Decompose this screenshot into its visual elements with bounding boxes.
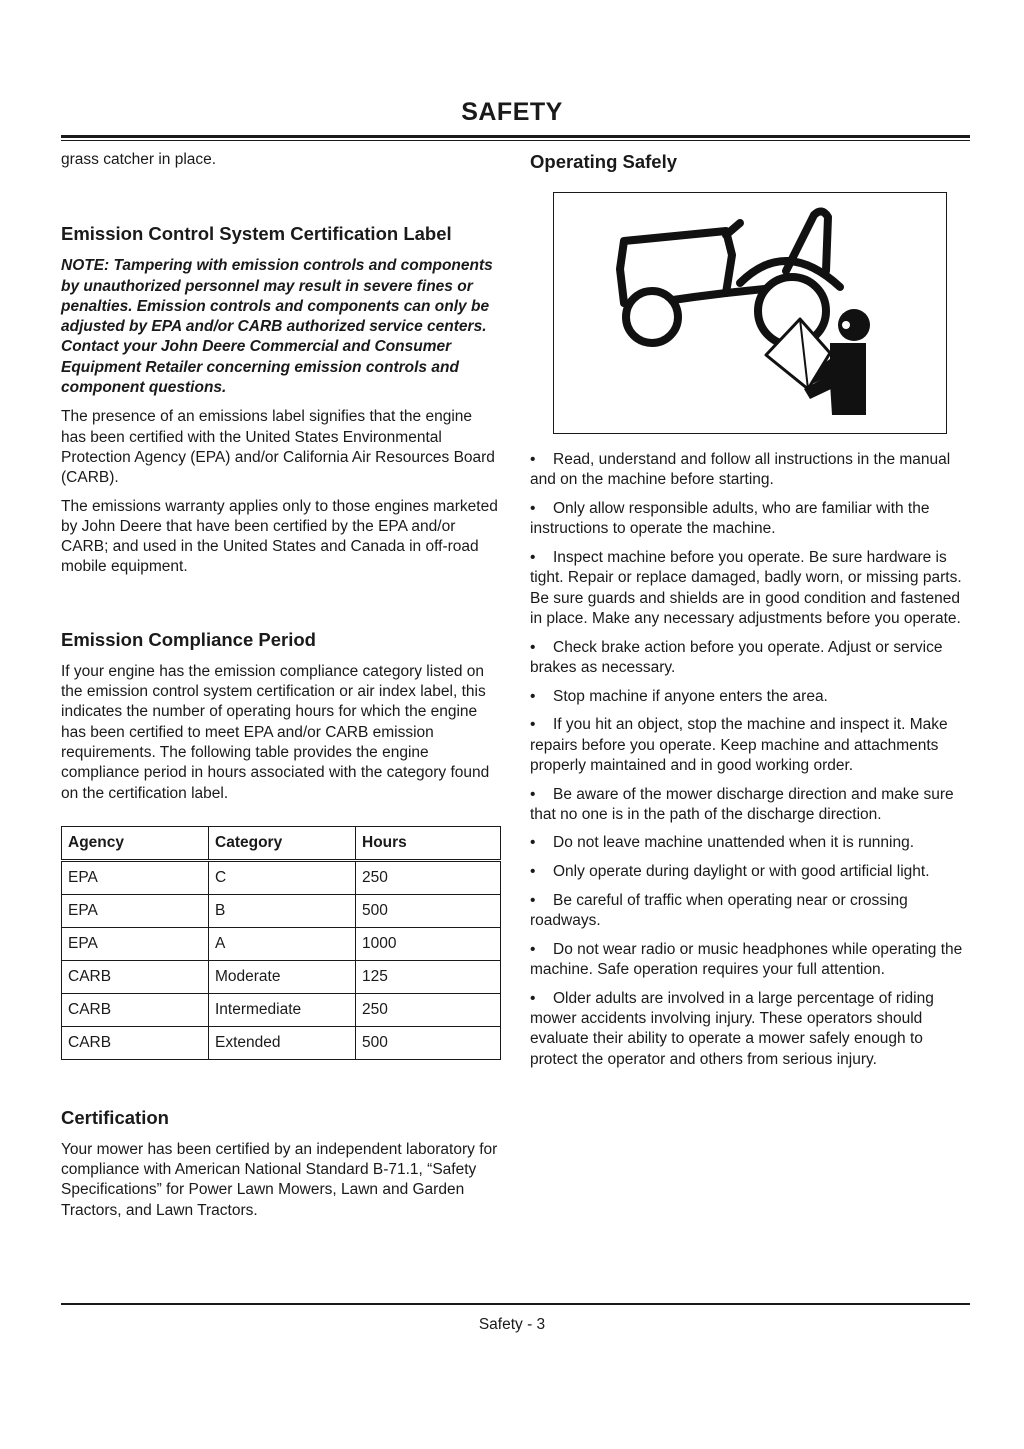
tampering-note: NOTE: Tampering with emission controls and components by unauthorized personnel may result in severe fines or penalties. Emission controls and components can only be adjusted by EPA and/or CARB authorized service centers. Contact your John Deere Commercial and Consumer Equipment Retailer concerning emission controls and component questions. [61,257,493,397]
table-cell-agency: EPA [62,927,209,960]
table-cell-agency: EPA [62,894,209,927]
compliance-heading: Emission Compliance Period [61,628,316,650]
table-cell-category: Moderate [209,960,356,993]
list-item: • Only operate during daylight or with good artificial light. [530,863,930,881]
right-column [530,150,970,1078]
certification-heading: Certification [61,1106,169,1128]
table-row [62,860,501,894]
list-item: • Check brake action before you operate. Adjust or service brakes as necessary. [530,638,943,676]
table-header-hours: Hours [356,826,501,860]
certification-paragraph: Your mower has been certified by an independent laboratory for compliance with American National Standard B-71.1, “Safety Specifications” for Power Lawn Mowers, Lawn and Garden Tractors, and Lawn Tractors. [61,1140,498,1219]
table-cell-hours: 500 [356,894,501,927]
tractor-manual-icon [554,193,946,433]
list-item: • Read, understand and follow all instructions in the manual and on the machine before starting. [530,451,951,489]
list-item: • If you hit an object, stop the machine and inspect it. Make repairs before you operate. Keep machine and attachments properly maintained and in good working order. [530,716,948,774]
emission-label-heading: Emission Control System Certification Label [61,223,452,245]
table-header-agency: Agency [62,826,209,860]
compliance-paragraph: If your engine has the emission compliance category listed on the emission control system certification or air index label, this indicates the number of operating hours for which the engine has been certified to meet EPA and/or CARB emission requirements. The following table provides the engine compliance period in hours associated with the category found on the certification label. [61,662,490,802]
table-cell-category: A [209,927,356,960]
list-item: • Do not wear radio or music headphones while operating the machine. Safe operation requires your full attention. [530,940,963,979]
table-cell-hours: 250 [356,860,501,894]
list-item: • Do not leave machine unattended when it is running. [530,834,915,852]
table-row [62,1026,501,1059]
table-cell-agency: CARB [62,993,209,1026]
table-row [62,927,501,960]
operating-safely-heading: Operating Safely [530,151,678,172]
list-item: • Be aware of the mower discharge direction and make sure that no one is in the path of the discharge direction. [530,785,954,823]
table-cell-hours: 250 [356,993,501,1026]
table-row [62,894,501,927]
table-cell-hours: 500 [356,1026,501,1059]
table-header-row [62,826,501,860]
compliance-table [61,826,501,1060]
safety-bullet-list [530,450,970,1070]
list-item: • Only allow responsible adults, who are familiar with the instructions to operate the machine. [530,499,930,538]
header-rule-thin [61,140,970,141]
page-title: SAFETY [461,98,563,126]
table-cell-category: Extended [209,1026,356,1059]
safety-illustration [553,192,947,434]
list-item: • Be careful of traffic when operating near or crossing roadways. [530,891,908,930]
footer-rule [61,1303,970,1305]
emission-label-paragraph: The presence of an emissions label signifies that the engine has been certified with the United States Environmental Protection Agency (EPA) and/or California Air Resources Board (CARB). [61,408,495,487]
continued-text: grass catcher in place. [61,151,217,168]
table-cell-hours: 125 [356,960,501,993]
left-column [61,150,501,1229]
list-item: • Older adults are involved in a large percentage of riding mower accidents involving injury. These operators should evaluate their ability to operate a mower safely enough to protect the operator and others from serious injury. [530,989,934,1068]
page-number: Safety - 3 [478,1316,546,1333]
emission-warranty-paragraph: The emissions warranty applies only to those engines marketed by John Deere that have been certified by the EPA and/or CARB; and used in the United States and Canada in off-road mobile equipment. [61,497,498,576]
table-row [62,993,501,1026]
table-cell-agency: CARB [62,1026,209,1059]
table-cell-agency: EPA [62,860,209,894]
table-cell-hours: 1000 [356,927,501,960]
table-header-category: Category [209,826,356,860]
table-cell-category: B [209,894,356,927]
table-cell-category: C [209,860,356,894]
table-cell-agency: CARB [62,960,209,993]
header-rule [61,135,970,138]
list-item: • Stop machine if anyone enters the area. [530,687,828,705]
table-cell-category: Intermediate [209,993,356,1026]
table-row [62,960,501,993]
list-item: • Inspect machine before you operate. Be sure hardware is tight. Repair or replace damaged, badly worn, or missing parts. Be sure guards and shields are in good condition and fastened in place. Make any necessary adjustments before you operate. [530,548,962,627]
